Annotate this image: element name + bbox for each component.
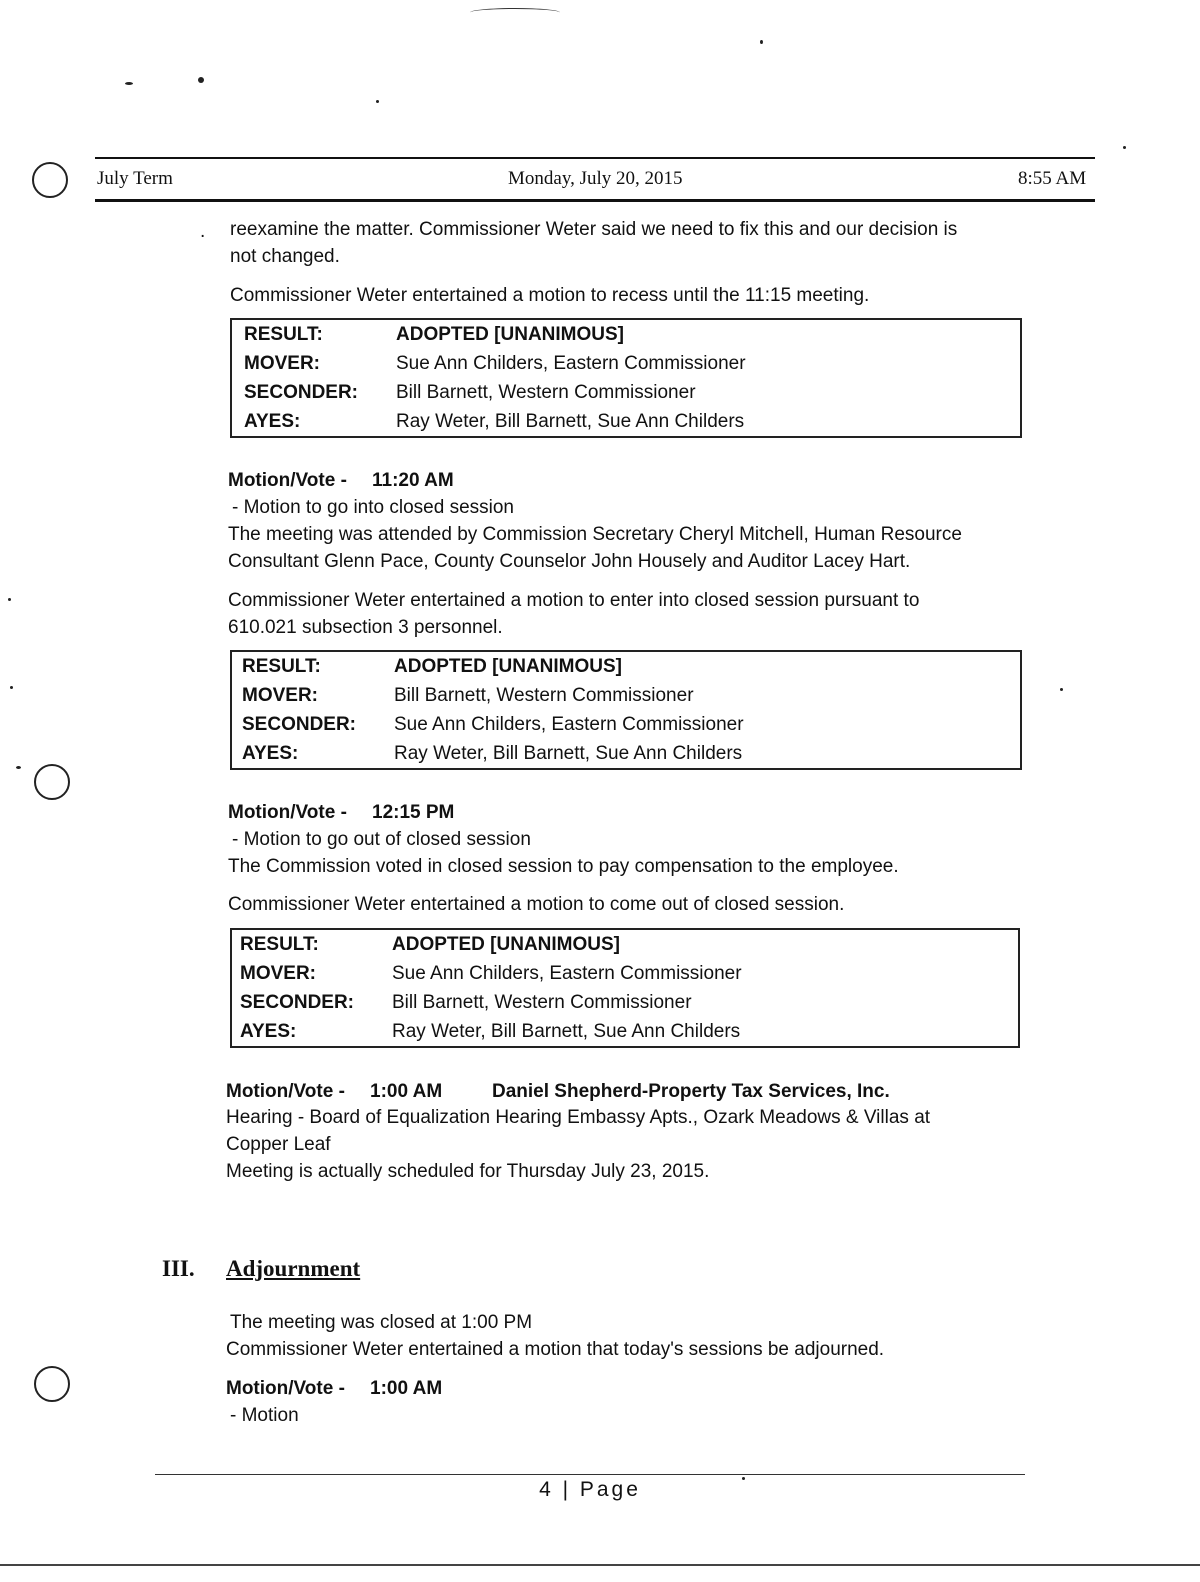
vote-table-recess xyxy=(230,318,1022,438)
mover-value: Bill Barnett, Western Commissioner xyxy=(394,685,694,706)
mover-label: MOVER: xyxy=(240,963,316,984)
seconder-value: Sue Ann Childers, Eastern Commissioner xyxy=(394,714,744,735)
intro-line-1: reexamine the matter. Commissioner Weter said we need to fix this and our decision is xyxy=(230,219,958,240)
mover-value: Sue Ann Childers, Eastern Commissioner xyxy=(392,963,742,984)
motion-vote-label: Motion/Vote - xyxy=(228,470,347,491)
motion-vote-time: 1:00 AM xyxy=(370,1378,443,1399)
page-number: 4 | Page xyxy=(539,1478,641,1501)
come-out-text: Commissioner Weter entertained a motion to come out of closed session. xyxy=(228,894,845,915)
meeting-closed-text: The meeting was closed at 1:00 PM xyxy=(230,1312,533,1333)
scan-speck xyxy=(1060,688,1063,691)
motion-text: - Motion xyxy=(230,1405,299,1426)
hearing-line-1: Hearing - Board of Equalization Hearing Embassy Apts., Ozark Meadows & Villas at xyxy=(226,1107,931,1128)
hole-punch-middle xyxy=(34,764,70,800)
ayes-value: Ray Weter, Bill Barnett, Sue Ann Childers xyxy=(394,743,743,764)
hearing-party: Daniel Shepherd-Property Tax Services, Inc. xyxy=(492,1081,890,1102)
intro-line-2: not changed. xyxy=(230,246,340,267)
seconder-label: SECONDER: xyxy=(240,992,355,1013)
motion-text: - Motion to go into closed session xyxy=(232,497,514,518)
motion-text: - Motion to go out of closed session xyxy=(232,829,531,850)
scan-speck xyxy=(10,686,13,689)
ayes-label: AYES: xyxy=(240,1021,297,1042)
bottom-scan-edge xyxy=(0,1564,1200,1566)
mover-value: Sue Ann Childers, Eastern Commissioner xyxy=(396,353,746,374)
mover-label: MOVER: xyxy=(242,685,318,706)
voted-text: The Commission voted in closed session to pay compensation to the employee. xyxy=(228,856,899,877)
seconder-value: Bill Barnett, Western Commissioner xyxy=(396,382,696,403)
ayes-value: Ray Weter, Bill Barnett, Sue Ann Childers xyxy=(396,411,745,432)
motion-vote-time: 1:00 AM xyxy=(370,1081,443,1102)
attended-line-2: Consultant Glenn Pace, County Counselor John Housely and Auditor Lacey Hart. xyxy=(228,551,911,572)
header-term: July Term xyxy=(97,168,173,189)
ayes-value: Ray Weter, Bill Barnett, Sue Ann Childers xyxy=(392,1021,741,1042)
result-value: ADOPTED [UNANIMOUS] xyxy=(394,656,622,677)
result-label: RESULT: xyxy=(240,934,319,955)
result-value: ADOPTED [UNANIMOUS] xyxy=(392,934,620,955)
mover-label: MOVER: xyxy=(244,353,320,374)
seconder-label: SECONDER: xyxy=(244,382,359,403)
motion-vote-time: 12:15 PM xyxy=(372,802,455,823)
adjourn-motion-text: Commissioner Weter entertained a motion that today's sessions be adjourned. xyxy=(226,1339,885,1360)
bullet-mark: . xyxy=(200,221,206,242)
scan-speck xyxy=(16,766,21,769)
hole-punch-bottom xyxy=(34,1366,70,1402)
hearing-line-3: Meeting is actually scheduled for Thursday July 23, 2015. xyxy=(226,1161,710,1182)
header-date: Monday, July 20, 2015 xyxy=(508,168,683,189)
scan-speck xyxy=(125,82,133,85)
vote-table-closed-session xyxy=(230,650,1022,770)
scan-speck xyxy=(198,77,204,83)
recess-motion-text: Commissioner Weter entertained a motion to recess until the 11:15 meeting. xyxy=(230,285,870,306)
motion-vote-time: 11:20 AM xyxy=(372,470,454,491)
attended-line-1: The meeting was attended by Commission Secretary Cheryl Mitchell, Human Resource xyxy=(228,524,962,545)
section-number: III. xyxy=(162,1256,195,1281)
result-label: RESULT: xyxy=(242,656,321,677)
hearing-line-2: Copper Leaf xyxy=(226,1134,331,1155)
ayes-label: AYES: xyxy=(244,411,301,432)
motion-vote-label: Motion/Vote - xyxy=(226,1378,345,1399)
scan-speck xyxy=(8,598,11,601)
enter-session-line-2: 610.021 subsection 3 personnel. xyxy=(228,617,503,638)
ayes-label: AYES: xyxy=(242,743,299,764)
scan-speck xyxy=(760,40,763,44)
scan-speck xyxy=(376,100,379,103)
vote-table-out-session xyxy=(230,928,1020,1048)
header-time: 8:55 AM xyxy=(1018,168,1087,189)
top-scan-edge xyxy=(470,8,560,17)
hole-punch-top xyxy=(32,162,68,198)
header-bottom-rule xyxy=(95,199,1095,202)
motion-vote-label: Motion/Vote - xyxy=(228,802,347,823)
scan-speck xyxy=(1123,146,1126,149)
seconder-value: Bill Barnett, Western Commissioner xyxy=(392,992,692,1013)
motion-vote-label: Motion/Vote - xyxy=(226,1081,345,1102)
header-top-rule xyxy=(95,157,1095,159)
section-title: Adjournment xyxy=(226,1256,361,1281)
seconder-label: SECONDER: xyxy=(242,714,357,735)
footer-rule xyxy=(155,1474,1025,1475)
result-value: ADOPTED [UNANIMOUS] xyxy=(396,324,624,345)
result-label: RESULT: xyxy=(244,324,323,345)
enter-session-line-1: Commissioner Weter entertained a motion to enter into closed session pursuant to xyxy=(228,590,920,611)
